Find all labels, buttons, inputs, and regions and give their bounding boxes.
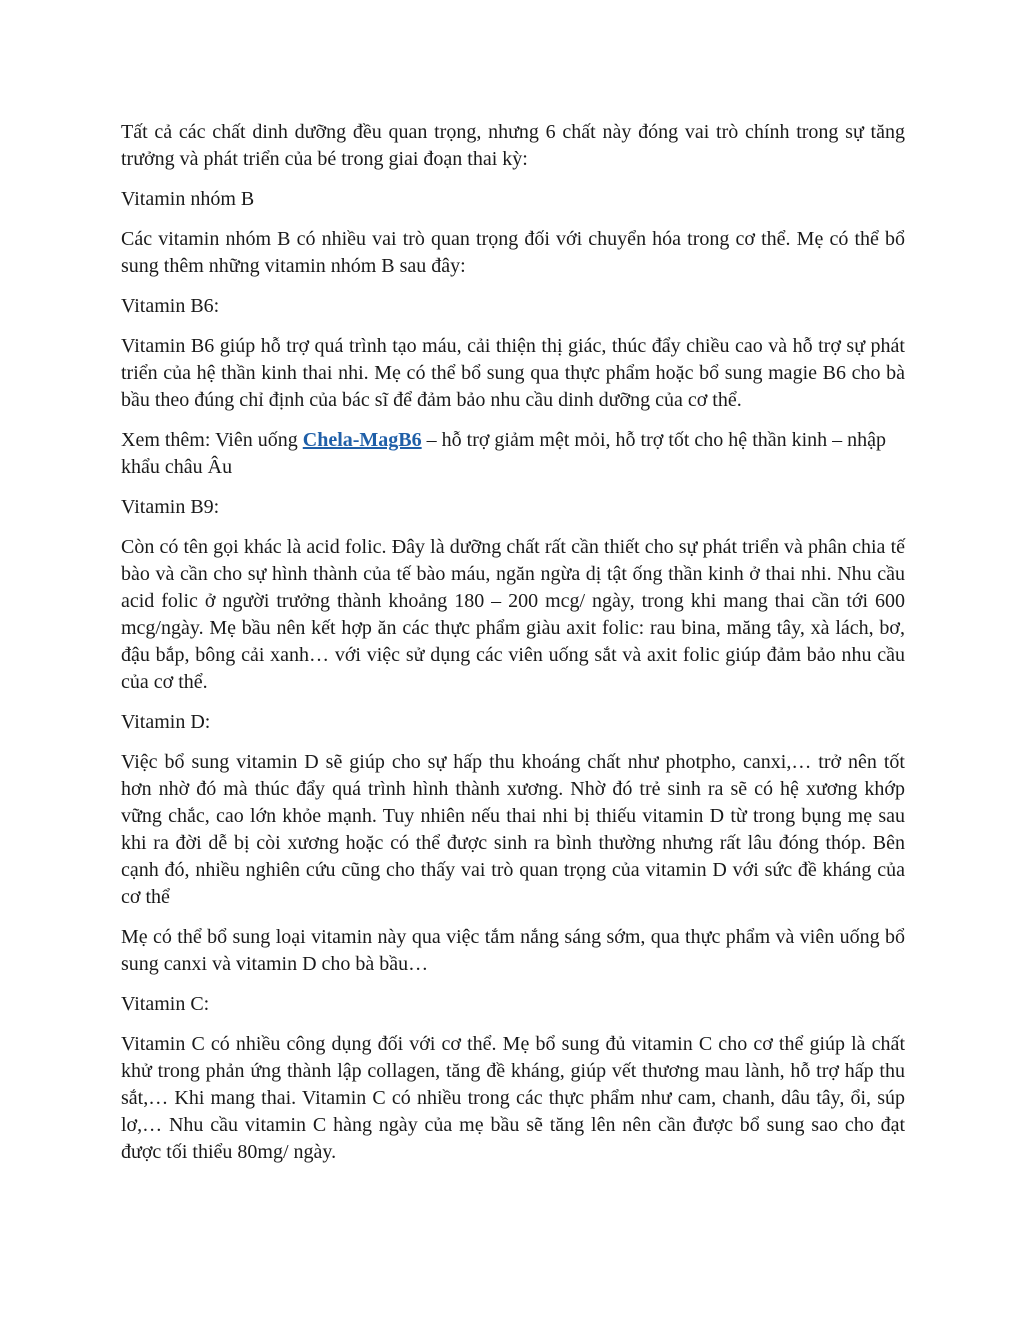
vitamin-c-paragraph: Vitamin C có nhiều công dụng đối với cơ thể. Mẹ bổ sung đủ vitamin C cho cơ thể giúp là chất khử trong phản ứng thành lập collagen, tăng đề kháng, giúp vết thương mau lành, hỗ trợ hấp thu sắt,… Khi mang thai. Vitamin C có nhiều trong các thực phẩm như cam, chanh, dâu tây, ổi, súp lơ,… Nhu cầu vitamin C hàng ngày của mẹ bầu sẽ tăng lên nên cần được bổ sung sao cho đạt được tối thiểu 80mg/ ngày.	[121, 1033, 905, 1163]
vitamin-d-heading: Vitamin D:	[121, 711, 211, 733]
vitamin-b6-heading: Vitamin B6:	[121, 295, 220, 317]
vitamin-b6-paragraph: Vitamin B6 giúp hỗ trợ quá trình tạo máu, cải thiện thị giác, thúc đẩy chiều cao và hỗ trợ sự phát triển của hệ thần kinh thai nhi. Mẹ có thể bổ sung qua thực phẩm hoặc bổ sung magie B6 cho bà bầu theo đúng chỉ định của bác sĩ để đảm bảo nhu cầu dinh dưỡng của cơ thể.	[121, 335, 905, 411]
vitamin-b9-heading: Vitamin B9:	[121, 496, 220, 518]
see-more-paragraph	[121, 427, 905, 481]
vitamin-d-paragraph-2: Mẹ có thể bổ sung loại vitamin này qua việc tắm nắng sáng sớm, qua thực phẩm và viên uống bổ sung canxi và vitamin D cho bà bầu…	[121, 926, 905, 975]
vitamin-b-paragraph: Các vitamin nhóm B có nhiều vai trò quan trọng đối với chuyển hóa trong cơ thể. Mẹ có thể bổ sung thêm những vitamin nhóm B sau đây:	[121, 228, 905, 277]
vitamin-d-paragraph: Việc bổ sung vitamin D sẽ giúp cho sự hấp thu khoáng chất như photpho, canxi,… trở nên tốt hơn nhờ đó mà thúc đẩy quá trình hình thành xương. Nhờ đó trẻ sinh ra sẽ có hệ xương khớp vững chắc, cao lớn khỏe mạnh. Tuy nhiên nếu thai nhi bị thiếu vitamin D từ trong bụng mẹ sau khi ra đời dễ bị còi xương hoặc có thể được sinh ra bình thường nhưng rất lâu đóng thóp. Bên cạnh đó, nhiều nghiên cứu cũng cho thấy vai trò quan trọng của vitamin D với sức đề kháng của cơ thể	[121, 751, 905, 908]
vitamin-b-heading: Vitamin nhóm B	[121, 188, 255, 210]
intro-paragraph: Tất cả các chất dinh dưỡng đều quan trọng, nhưng 6 chất này đóng vai trò chính trong sự tăng trưởng và phát triển của bé trong giai đoạn thai kỳ:	[121, 121, 905, 170]
vitamin-c-heading: Vitamin C:	[121, 993, 210, 1015]
vitamin-b9-paragraph: Còn có tên gọi khác là acid folic. Đây là dưỡng chất rất cần thiết cho sự phát triển và phân chia tế bào và cần cho sự hình thành của tế bào máu, ngăn ngừa dị tật ống thần kinh ở thai nhi. Nhu cầu acid folic ở người trưởng thành khoảng 180 – 200 mcg/ ngày, trong khi mang thai cần tới 600 mcg/ngày. Mẹ bầu nên kết hợp ăn các thực phẩm giàu axit folic: rau bina, măng tây, xà lách, bơ, đậu bắp, bông cải xanh… với việc sử dụng các viên uống sắt và axit folic giúp đảm bảo nhu cầu của cơ thể.	[121, 536, 905, 693]
see-more-suffix: – hỗ trợ giảm mệt mỏi, hỗ trợ tốt cho hệ thần kinh – nhập khẩu châu Âu	[121, 429, 887, 478]
document-page	[121, 119, 905, 1179]
product-link[interactable]: Chela-MagB6	[302, 429, 422, 451]
see-more-prefix: Xem thêm: Viên uống	[121, 429, 303, 451]
